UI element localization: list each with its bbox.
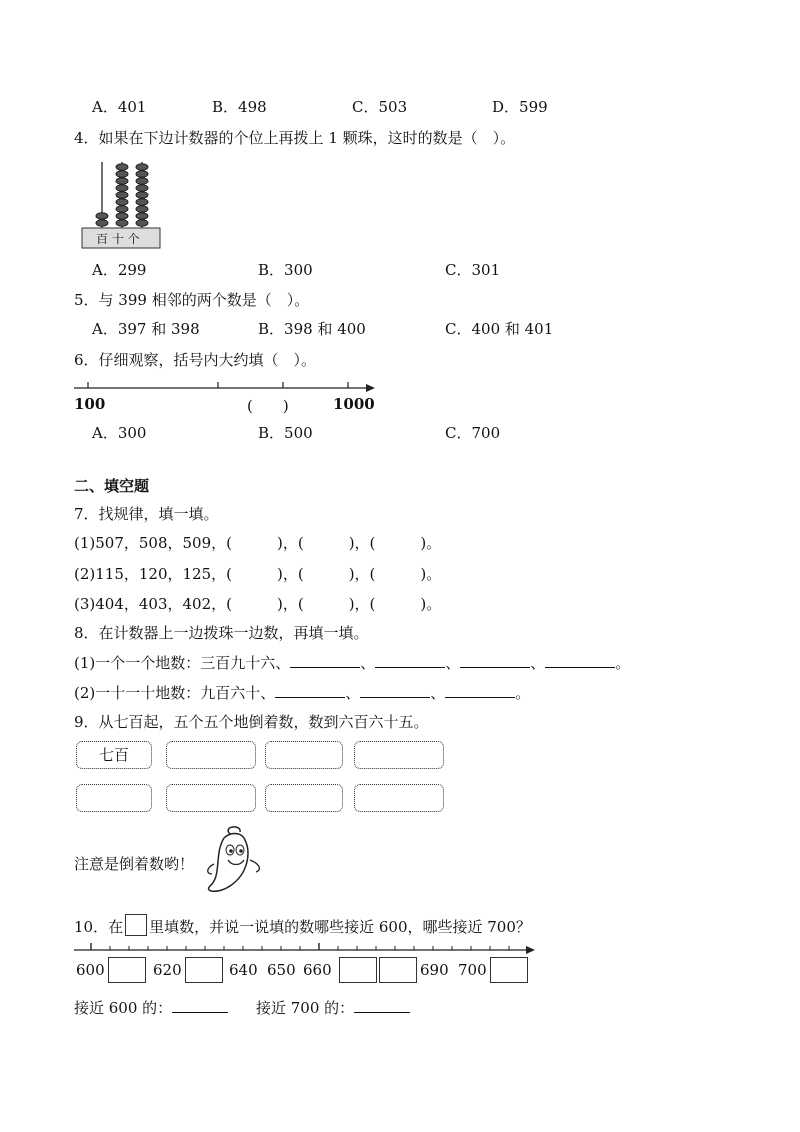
answer-blank[interactable] xyxy=(290,653,360,668)
answer-box[interactable] xyxy=(379,957,417,983)
answer-blank[interactable] xyxy=(545,653,615,668)
q8-line-1 xyxy=(74,652,630,673)
q5-text: 5．与 399 相邻的两个数是（ ）。 xyxy=(74,291,310,309)
q3-option-c: C．503 xyxy=(352,98,408,116)
number-line-right: 1000 xyxy=(333,395,375,413)
tick-label: 640 xyxy=(229,961,258,979)
q5-option-b: B．398 和 400 xyxy=(258,320,366,338)
q4-option-c: C．301 xyxy=(445,261,501,279)
q7-line-2: (2)115，120，125，( )，( )，( )。 xyxy=(74,565,442,583)
answer-box[interactable] xyxy=(185,957,223,983)
q5-option-c: C．400 和 401 xyxy=(445,320,554,338)
answer-blank[interactable] xyxy=(275,683,345,698)
q8-text: 8．在计数器上一边拨珠一边数，再填一填。 xyxy=(74,624,369,642)
tick-label: 700 xyxy=(458,961,487,979)
answer-blank[interactable] xyxy=(445,683,515,698)
q6-option-a: A．300 xyxy=(92,424,147,442)
near-600-row xyxy=(74,997,228,1018)
near-700-label: 接近 700 的： xyxy=(256,999,355,1017)
q6-option-b: B．500 xyxy=(258,424,313,442)
q8-line-1-label: (1)一个一个地数：三百九十六、 xyxy=(74,654,291,672)
q4-option-a: A．299 xyxy=(92,261,147,279)
near-600-label: 接近 600 的： xyxy=(74,999,173,1017)
separator: 、 xyxy=(530,654,546,672)
count-box[interactable] xyxy=(265,784,343,812)
separator: 、 xyxy=(430,684,446,702)
count-box[interactable] xyxy=(354,741,444,769)
q9-text: 9．从七百起，五个五个地倒着数，数到六百六十五。 xyxy=(74,713,429,731)
count-box[interactable] xyxy=(166,784,256,812)
line-end: 。 xyxy=(515,684,531,702)
number-line-ticks xyxy=(70,942,540,958)
q8-line-2-label: (2)一十一十地数：九百六十、 xyxy=(74,684,276,702)
q3-option-b: B．498 xyxy=(212,98,267,116)
tick-label: 660 xyxy=(303,961,332,979)
answer-box[interactable] xyxy=(490,957,528,983)
q10-post: 里填数，并说一说填的数哪些接近 600，哪些接近 700？ xyxy=(149,918,531,936)
answer-blank[interactable] xyxy=(354,998,410,1013)
q3-option-d: D．599 xyxy=(492,98,548,116)
answer-blank[interactable] xyxy=(360,683,430,698)
q4-text: 4．如果在下边计数器的个位上再拨上 1 颗珠，这时的数是（ ）。 xyxy=(74,129,516,147)
q10-text xyxy=(74,914,531,937)
line-end: 。 xyxy=(615,654,631,672)
near-700-row xyxy=(256,997,410,1018)
separator: 、 xyxy=(445,654,461,672)
answer-box[interactable] xyxy=(339,957,377,983)
q4-option-b: B．300 xyxy=(258,261,313,279)
number-line-left: 100 xyxy=(74,395,106,413)
count-box[interactable] xyxy=(166,741,256,769)
q8-line-2 xyxy=(74,682,530,703)
tick-label: 620 xyxy=(153,961,182,979)
answer-box[interactable] xyxy=(108,957,146,983)
answer-blank[interactable] xyxy=(460,653,530,668)
count-box[interactable] xyxy=(76,784,152,812)
q6-text: 6．仔细观察，括号内大约填（ ）。 xyxy=(74,351,317,369)
count-box[interactable] xyxy=(265,741,343,769)
section-title: 二、填空题 xyxy=(74,477,150,495)
answer-blank[interactable] xyxy=(375,653,445,668)
abacus-labels: 百 十 个 xyxy=(96,232,140,246)
q3-option-a: A．401 xyxy=(92,98,147,116)
tick-label: 650 xyxy=(267,961,296,979)
q9-note: 注意是倒着数哟！ xyxy=(74,855,195,873)
q6-option-c: C．700 xyxy=(445,424,501,442)
answer-blank[interactable] xyxy=(172,998,228,1013)
count-box[interactable] xyxy=(354,784,444,812)
separator: 、 xyxy=(345,684,361,702)
pepper-cartoon-icon xyxy=(200,824,270,896)
q7-line-3: (3)404，403，402，( )，( )，( )。 xyxy=(74,595,442,613)
number-line-blank: ( ) xyxy=(247,397,289,415)
tick-label: 600 xyxy=(76,961,105,979)
blank-square-icon xyxy=(125,914,147,936)
q10-pre: 10．在 xyxy=(74,918,124,936)
separator: 、 xyxy=(360,654,376,672)
q7-text: 7．找规律，填一填。 xyxy=(74,505,219,523)
q5-option-a: A．397 和 398 xyxy=(92,320,200,338)
q7-line-1: (1)507，508，509，( )，( )，( )。 xyxy=(74,534,442,552)
tick-label: 690 xyxy=(420,961,449,979)
count-box-first: 七百 xyxy=(76,741,152,769)
